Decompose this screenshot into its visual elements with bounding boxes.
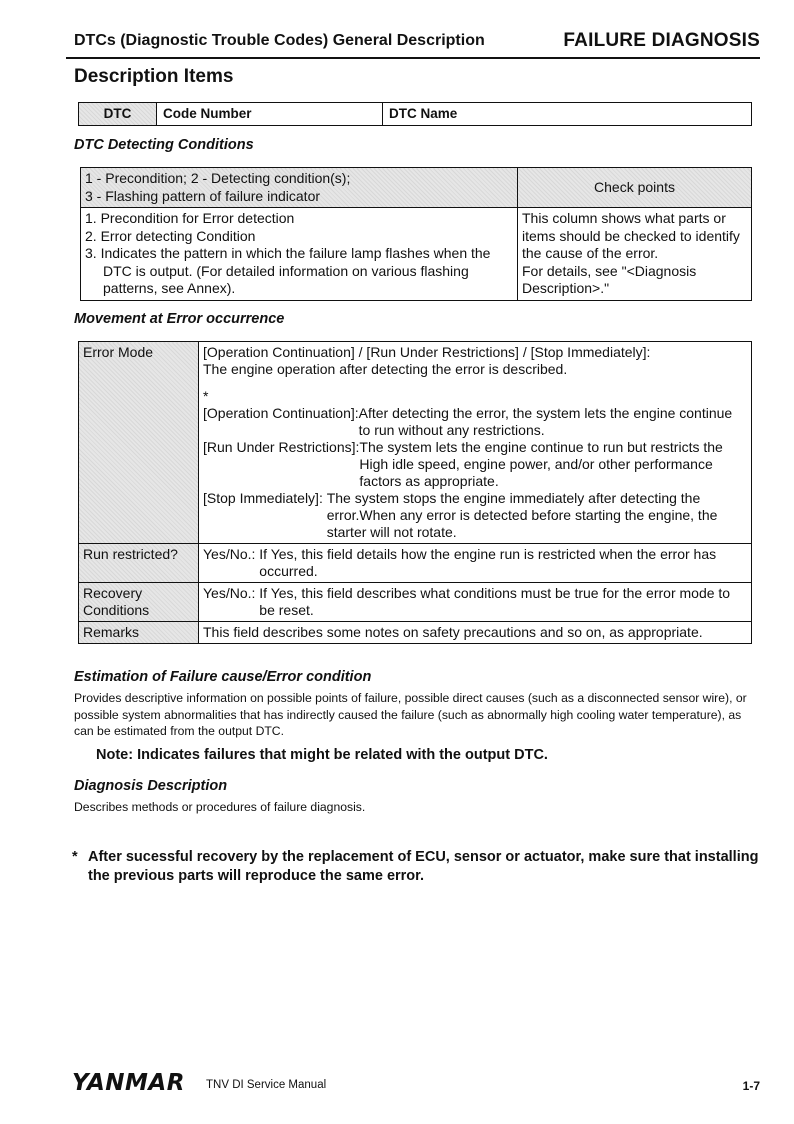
detecting-conditions-heading: DTC Detecting Conditions [74, 137, 254, 153]
run-restricted-label: Run restricted? [79, 544, 199, 583]
error-mode-label: Error Mode [79, 342, 199, 544]
conditions-description: 1. Precondition for Error detection 2. Error detecting Condition 3. Indicates the pattern in which the failure lamp flashes when the DTC is output. (For detailed information on various flashing patterns, see Annex). [81, 208, 518, 301]
estimation-heading: Estimation of Failure cause/Error condition [74, 669, 372, 685]
code-number-cell: Code Number [157, 103, 383, 125]
header-rule [66, 57, 760, 59]
chapter-title: FAILURE DIAGNOSIS [563, 30, 760, 51]
dtc-cell: DTC [79, 103, 157, 125]
run-restricted-description: Yes/No.: If Yes, this field details how the engine run is restricted when the error has occurred. [199, 544, 752, 583]
stop-immediately-item: [Stop Immediately]: The system stops the engine immediately after detecting the error.When any error is detected before starting the engine, the starter will not rotate. [203, 490, 718, 540]
operation-continuation-item: [Operation Continuation]: After detecting the error, the system lets the engine continue to run without any restrictions. [203, 405, 733, 438]
movement-heading: Movement at Error occurrence [74, 311, 285, 327]
estimation-note: Note: Indicates failures that might be related with the output DTC. [96, 747, 548, 763]
recovery-conditions-label: Recovery Conditions [79, 583, 199, 622]
diagnosis-heading: Diagnosis Description [74, 778, 228, 794]
page-number: 1-7 [742, 1079, 760, 1093]
run-under-restrictions-item: [Run Under Restrictions]: The system lets the engine continue to run but restricts the High idle speed, engine power, and/or other performance factors as appropriate. [203, 439, 723, 489]
check-points-description: This column shows what parts or items should be checked to identify the cause of the error. For details, see "<Diagnosis Description>." [518, 208, 752, 301]
description-items-heading: Description Items [74, 66, 234, 87]
movement-table [78, 341, 752, 644]
dtc-name-cell: DTC Name [389, 106, 458, 121]
conditions-header-left: 1 - Precondition; 2 - Detecting condition(s); 3 - Flashing pattern of failure indicator [81, 168, 518, 208]
yanmar-logo: YANMAR [72, 1070, 185, 1096]
error-mode-description: [Operation Continuation] / [Run Under Restrictions] / [Stop Immediately]: The engine operation after detecting the error is described. * [Operation Continuation]: After detecting the error, the system lets the engine continue to run without any restrictions. [Run Under Restrictions]: The system lets the engine continue to run but restricts the High idle speed, engine power, and/or other performance factors as appropriate. [Stop Immediately]: The system stops the engine immediately after detecting the error.When any error is detected before starting the engine, the starter will not rotate. [199, 342, 752, 544]
remarks-description: This field describes some notes on safety precautions and so on, as appropriate. [199, 622, 752, 644]
footnote: * After sucessful recovery by the replacement of ECU, sensor or actuator, make sure that installing the previous parts will reproduce the same error. [72, 849, 759, 884]
check-points-header: Check points [518, 168, 752, 208]
diagnosis-body: Describes methods or procedures of failure diagnosis. [74, 800, 366, 814]
estimation-body: Provides descriptive information on possible points of failure, possible direct causes (such as a disconnected sensor wire), or possible system abnormalities that has indirectly caused the failure (such as abnormally high cooling water temperature), as can be estimated from the output DTC. [74, 691, 747, 738]
remarks-label: Remarks [79, 622, 199, 644]
recovery-conditions-description: Yes/No.: If Yes, this field describes what conditions must be true for the error mode to be reset. [199, 583, 752, 622]
detecting-conditions-table [80, 167, 752, 301]
manual-title: TNV DI Service Manual [206, 1079, 327, 1091]
dtc-header-row [78, 102, 752, 126]
section-title: DTCs (Diagnostic Trouble Codes) General Description [74, 32, 485, 49]
